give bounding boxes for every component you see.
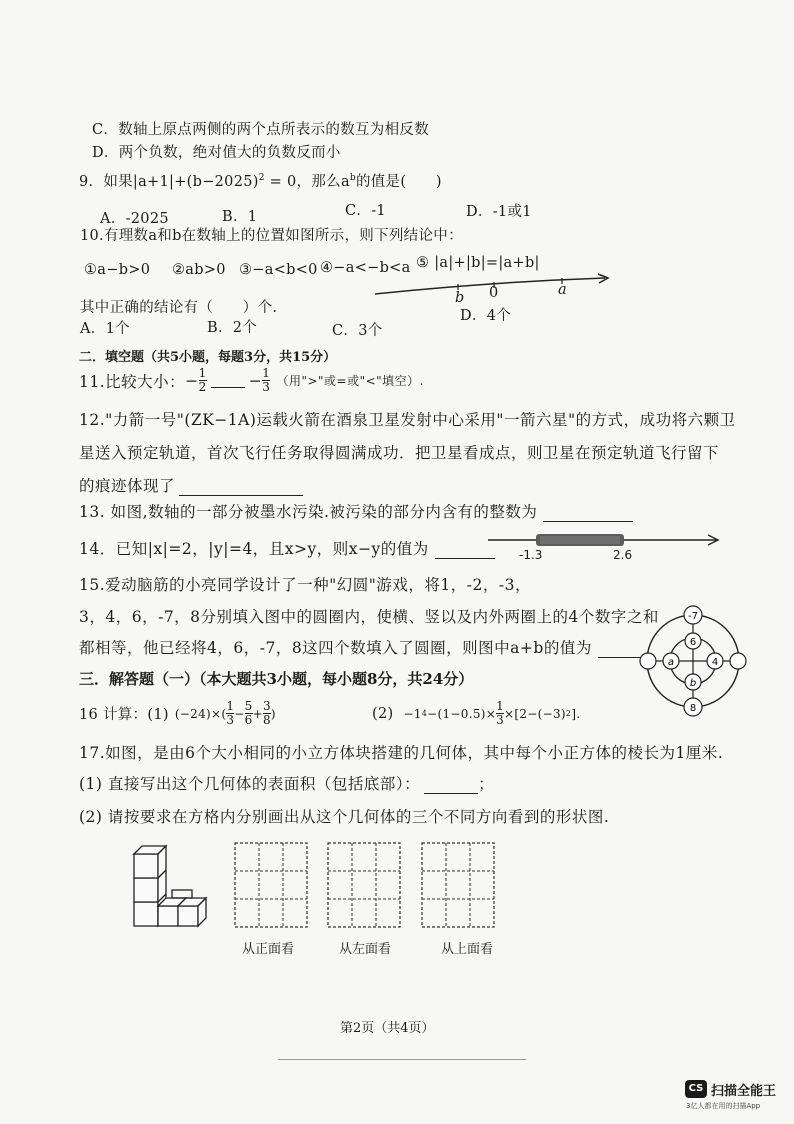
q15-circle-top: -7	[688, 611, 698, 622]
q13-blank	[543, 507, 633, 522]
q14-blank	[435, 544, 495, 559]
q14: 14．已知|x|=2，|y|=4，且x>y，则x−y的值为	[79, 537, 495, 559]
q15-line-2: 3，4，6，-7，8分别填入图中的圆圈内，使横、竖以及内外两圈上的4个数字之和	[79, 608, 659, 626]
grid-top-view	[421, 842, 497, 928]
q10-option-c: C．3个	[332, 323, 383, 339]
q11-blank	[211, 373, 245, 388]
q17-blank	[424, 779, 478, 794]
q10-option-d: D．4个	[460, 308, 512, 324]
q11-fraction-2: $\frac{1}{3}$	[262, 366, 271, 394]
q10-item-2: ②ab>0	[172, 262, 226, 278]
q8-option-c: C．数轴上原点两侧的两个点所表示的数互为相反数	[92, 122, 429, 138]
section-3-title: 三．解答题（一）（本大题共3小题，每小题8分，共24分）	[79, 670, 474, 688]
grid-left-view	[327, 842, 403, 928]
q16-part-1: 16 计算：(1) (−24)×( $\frac{1}{3}$ − $\frac{5}{6}$ + $\frac{3}{8}$ )	[79, 699, 276, 727]
q17-part-1: (1) 直接写出这个几何体的表面积（包括底部）： ；	[79, 775, 495, 793]
camscanner-logo-icon: CS	[685, 1080, 707, 1098]
q9-option-c: C．-1	[345, 203, 386, 219]
caption-front-view: 从正面看	[242, 942, 295, 957]
q10-axis-label-zero: 0	[489, 285, 499, 301]
q16-part-2: (2) −1 4 −(1−0.5)× $\frac{1}{3}$ ×[2−(−3) 2 ].	[372, 699, 581, 727]
q8-option-d: D．两个负数，绝对值大的负数反而小	[92, 145, 341, 161]
q12-line-2: 星送入预定轨道，首次飞行任务取得圆满成功．把卫星看成点，则卫星在预定轨道飞行留下	[79, 444, 720, 462]
q15-circle-inner-right: 4	[711, 657, 719, 668]
q10-axis-label-b: b	[455, 290, 465, 306]
q9-stem: 9．如果$|a+1|+(b-2025)^2 = 0$，那么$a^b$的值是( )	[79, 173, 442, 190]
q15-line-1: 15.爱动脑筋的小亮同学设计了一种"幻圆"游戏，将1，-2，-3，	[79, 576, 531, 594]
q10-item-4: ④−a<−b<a	[320, 260, 411, 276]
q9-option-b: B．1	[222, 209, 258, 225]
watermark-tagline: 3亿人都在用的扫描App	[686, 1102, 761, 1110]
caption-left-view: 从左面看	[339, 942, 392, 957]
q10-ask: 其中正确的结论有（ ）个.	[80, 300, 278, 316]
q15-blank	[598, 643, 642, 658]
q10-axis-label-a: a	[558, 282, 567, 298]
q9-option-a: A．-2025	[100, 211, 169, 227]
caption-top-view: 从上面看	[441, 942, 494, 957]
page-footer: 第2页（共4页）	[340, 1021, 435, 1036]
q11: 11.比较大小： − $\frac{1}{2}$ − $\frac{1}{3}$ （用">"或=或"<"填空）.	[79, 366, 424, 394]
watermark-app-name: 扫描全能王	[711, 1084, 777, 1099]
q10-stem: 10.有理数a和b在数轴上的位置如图所示，则下列结论中：	[80, 228, 463, 244]
q10-item-1: ①a−b>0	[84, 262, 151, 278]
q15-circle-bottom: 8	[689, 703, 697, 714]
q11-fraction-1: $\frac{1}{2}$	[198, 366, 207, 394]
q17-stem: 17.如图，是由6个大小相同的小立方体块搭建的几何体，其中每个小正方体的棱长为1厘米.	[79, 744, 724, 762]
q10-item-5: ⑤ |a|+|b|=|a+b|	[416, 255, 540, 271]
q12-line-3: 的痕迹体现了	[79, 474, 303, 496]
q10-option-b: B．2个	[207, 320, 258, 336]
q15-circle-inner-left: a	[667, 657, 675, 668]
q17-part-2: (2) 请按要求在方格内分别画出从这个几何体的三个不同方向看到的形状图.	[79, 808, 610, 826]
q9-option-d: D．-1或1	[466, 204, 532, 220]
q10-option-a: A．1个	[80, 321, 130, 337]
footer-rule	[278, 1059, 526, 1060]
q10-item-3: ③−a<b<0	[239, 262, 318, 278]
grid-front-view	[234, 842, 310, 928]
q15-circle-inner-bottom: b	[689, 678, 697, 689]
q14-label-left: -1.3	[519, 548, 543, 562]
q12-blank	[179, 481, 303, 496]
q12-line-1: 12."力箭一号"(ZK−1A)运载火箭在酒泉卫星发射中心采用"一箭六星"的方式，成功将六颗卫	[79, 411, 736, 429]
section-2-title: 二．填空题（共5小题，每题3分，共15分）	[79, 350, 337, 365]
q14-label-right: 2.6	[613, 548, 633, 562]
q17-cube-solid-figure	[128, 838, 218, 938]
q13: 13. 如图,数轴的一部分被墨水污染.被污染的部分内含有的整数为	[79, 500, 633, 522]
q15-circle-inner-top: 6	[689, 637, 697, 648]
q15-line-3: 都相等，他已经将4，6，-7，8这四个数填入了圆圈，则图中a+b的值为	[79, 636, 642, 658]
q15-magic-circle-figure	[638, 603, 750, 719]
